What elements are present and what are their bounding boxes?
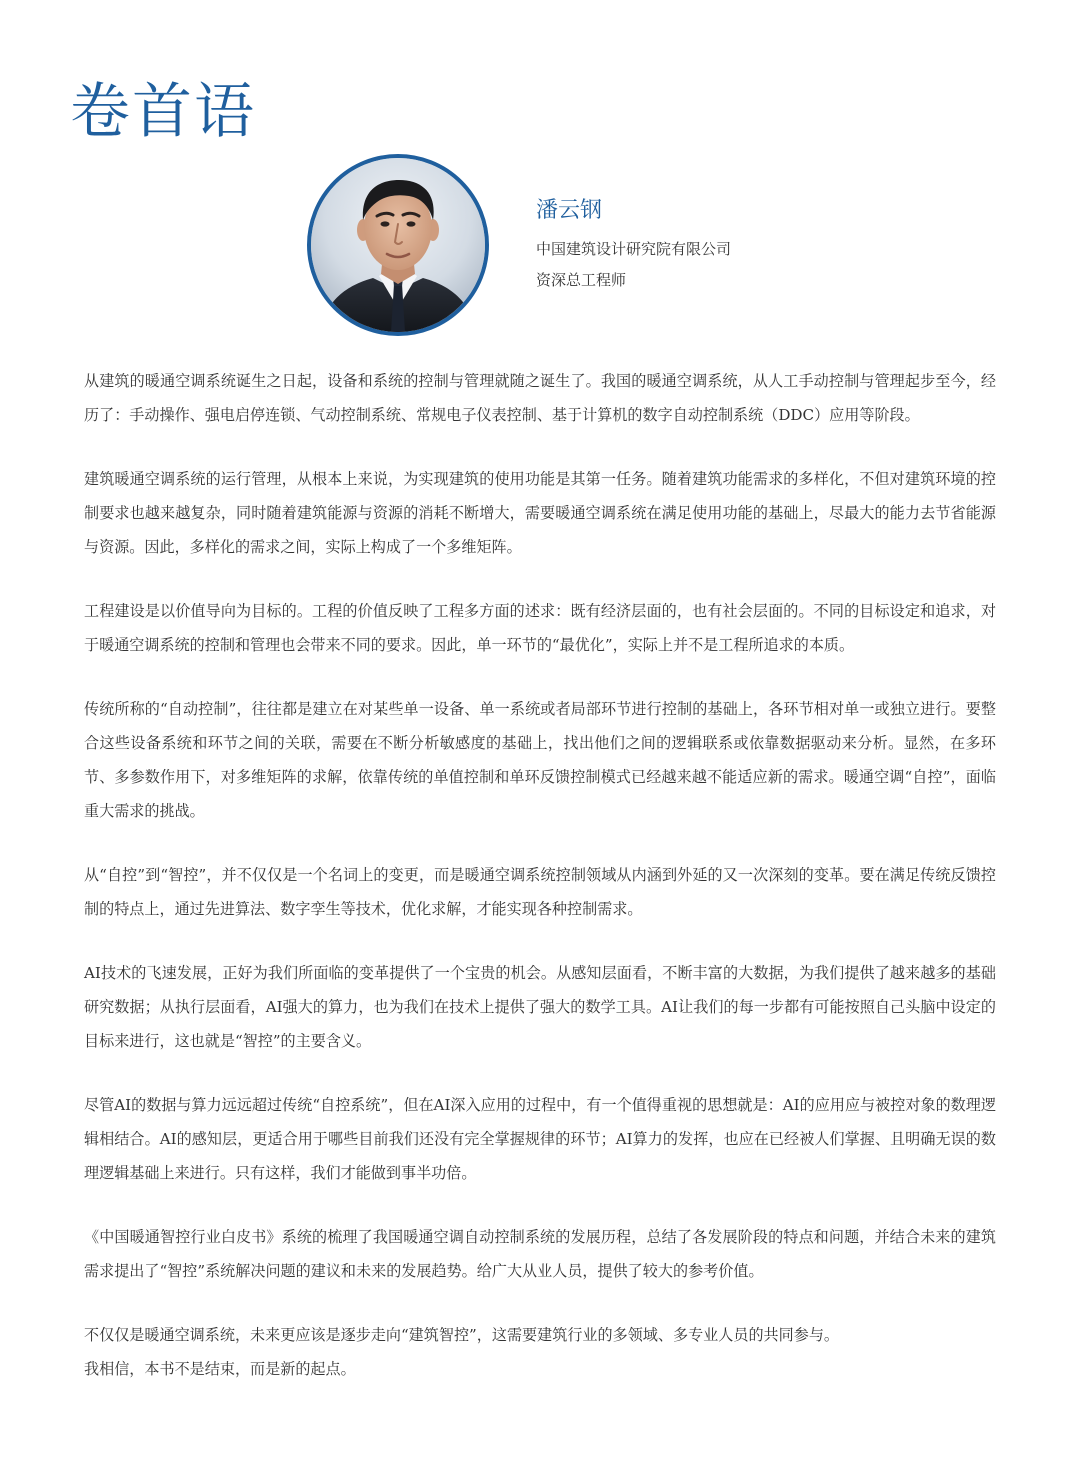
- paragraph: 不仅仅是暖通空调系统，未来更应该是逐步走向“建筑智控”，这需要建筑行业的多领域、多专业人员的共同参与。: [84, 1326, 840, 1344]
- author-organization: 中国建筑设计研究院有限公司: [536, 240, 732, 258]
- paragraph: 《中国暖通智控行业白皮书》系统的梳理了我国暖通空调自动控制系统的发展历程，总结了各发展阶段的特点和问题，并结合未来的建筑需求提出了“智控”系统解决问题的建议和未来的发展趋势。给广大从业人员，提供了较大的参考价值。: [84, 1228, 996, 1280]
- author-position: 资深总工程师: [536, 271, 627, 289]
- closing-line: 我相信，本书不是结束，而是新的起点。: [84, 1360, 356, 1378]
- page-title: 卷首语: [70, 77, 256, 147]
- author-portrait: [307, 154, 489, 336]
- author-info: [536, 196, 731, 296]
- paragraph: 从建筑的暖通空调系统诞生之日起，设备和系统的控制与管理就随之诞生了。我国的暖通空调系统，从人工手动控制与管理起步至今，经历了：手动操作、强电启停连锁、气动控制系统、常规电子仪表控制、基于计算机的数字自动控制系统（DDC）应用等阶段。: [84, 372, 996, 424]
- paragraph: 建筑暖通空调系统的运行管理，从根本上来说，为实现建筑的使用功能是其第一任务。随着建筑功能需求的多样化，不但对建筑环境的控制要求也越来越复杂，同时随着建筑能源与资源的消耗不断增大，需要暖通空调系统在满足使用功能的基础上，尽最大的能力去节省能源与资源。因此，多样化的需求之间，实际上构成了一个多维矩阵。: [84, 470, 996, 556]
- author-name: 潘云钢: [536, 198, 603, 223]
- article-body: [84, 364, 996, 1386]
- paragraph: 从“自控”到“智控”，并不仅仅是一个名词上的变更，而是暖通空调系统控制领域从内涵到外延的又一次深刻的变革。要在满足传统反馈控制的特点上，通过先进算法、数字孪生等技术，优化求解，才能实现各种控制需求。: [84, 866, 996, 918]
- paragraph: 尽管AI的数据与算力远远超过传统“自控系统”，但在AI深入应用的过程中，有一个值得重视的思想就是：AI的应用应与被控对象的数理逻辑相结合。AI的感知层，更适合用于哪些目前我们还没有完全掌握规律的环节；AI算力的发挥，也应在已经被人们掌握、且明确无误的数理逻辑基础上来进行。只有这样，我们才能做到事半功倍。: [84, 1096, 996, 1182]
- paragraph: 工程建设是以价值导向为目标的。工程的价值反映了工程多方面的述求：既有经济层面的，也有社会层面的。不同的目标设定和追求，对于暖通空调系统的控制和管理也会带来不同的要求。因此，单一环节的“最优化”，实际上并不是工程所追求的本质。: [84, 602, 996, 654]
- paragraph: AI技术的飞速发展，正好为我们所面临的变革提供了一个宝贵的机会。从感知层面看，不断丰富的大数据，为我们提供了越来越多的基础研究数据；从执行层面看，AI强大的算力，也为我们在技术上提供了强大的数学工具。AI让我们的每一步都有可能按照自己头脑中设定的目标来进行，这也就是“智控”的主要含义。: [84, 964, 996, 1050]
- portrait-illustration: [311, 158, 485, 332]
- paragraph: 传统所称的“自动控制”，往往都是建立在对某些单一设备、单一系统或者局部环节进行控制的基础上，各环节相对单一或独立进行。要整合这些设备系统和环节之间的关联，需要在不断分析敏感度的基础上，找出他们之间的逻辑联系或依靠数据驱动来分析。显然，在多环节、多参数作用下，对多维矩阵的求解，依靠传统的单值控制和单环反馈控制模式已经越来越不能适应新的需求。暖通空调“自控”，面临重大需求的挑战。: [84, 700, 996, 820]
